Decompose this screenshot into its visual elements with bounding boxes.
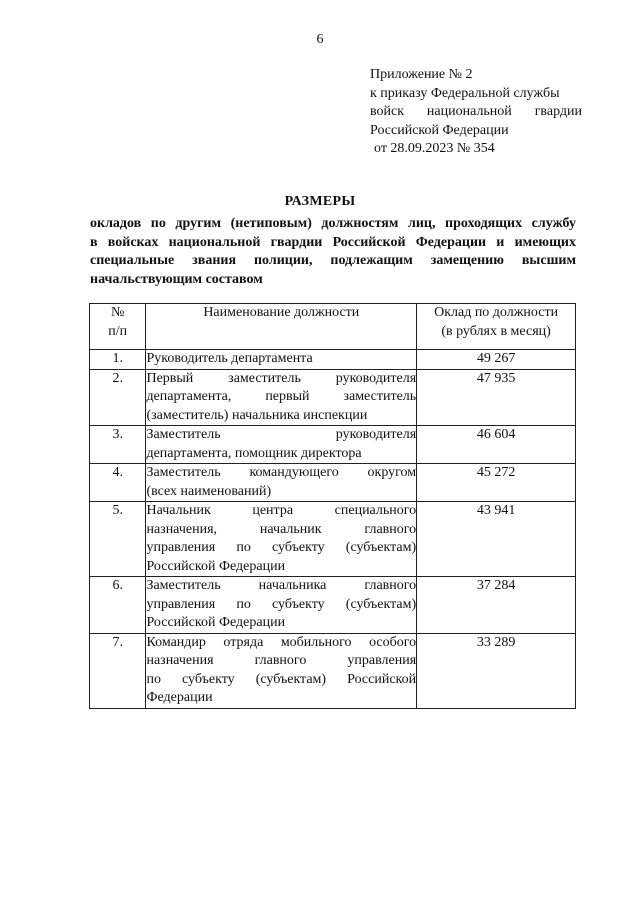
header-salary-line: (в рублях в месяц) xyxy=(441,323,551,339)
appendix-line: войск национальной гвардии xyxy=(370,104,582,119)
row-salary: 43 941 xyxy=(417,502,576,577)
position-line: Заместитель руководителя xyxy=(146,427,417,442)
position-text xyxy=(146,464,416,501)
table-header-row xyxy=(90,304,576,350)
position-line: Заместитель начальника главного xyxy=(146,578,417,593)
header-number xyxy=(90,304,146,350)
table-row xyxy=(90,350,576,370)
row-position xyxy=(146,350,417,370)
position-line: Первый заместитель руководителя xyxy=(146,370,417,386)
appendix-line: от 28.09.2023 № 354 xyxy=(374,141,495,156)
row-number: 2. xyxy=(90,369,146,426)
row-salary: 49 267 xyxy=(417,350,576,370)
table-row xyxy=(90,369,576,426)
position-text xyxy=(146,350,416,369)
row-position xyxy=(146,464,417,502)
position-line: Командир отряда мобильного особого xyxy=(146,634,417,650)
row-position xyxy=(146,577,417,634)
row-position xyxy=(146,369,417,426)
position-line: Заместитель командующего округом xyxy=(146,465,417,480)
appendix-line: к приказу Федеральной службы xyxy=(370,85,560,101)
position-line: департамента, первый заместитель xyxy=(146,389,417,404)
row-position xyxy=(146,633,417,708)
row-number: 3. xyxy=(90,426,146,464)
header-position: Наименование должности xyxy=(146,304,417,350)
position-text xyxy=(146,370,416,426)
position-line: департамента, помощник директора xyxy=(146,445,362,461)
row-number: 7. xyxy=(90,633,146,708)
subtitle-line: начальствующим составом xyxy=(90,271,263,287)
row-number: 6. xyxy=(90,577,146,634)
position-line: назначения, начальник главного xyxy=(146,521,417,537)
table-row xyxy=(90,577,576,634)
table-row xyxy=(90,426,576,464)
position-text xyxy=(146,577,416,633)
appendix-line: Приложение № 2 xyxy=(370,67,473,82)
header-number-line: № xyxy=(111,305,125,320)
header-number-line: п/п xyxy=(108,323,128,339)
document-title: РАЗМЕРЫ xyxy=(284,194,356,209)
position-line: по субъекту (субъектам) Российской xyxy=(146,671,417,687)
position-line: Начальник центра специального xyxy=(146,503,417,518)
appendix-block xyxy=(370,66,582,159)
table-row xyxy=(90,502,576,577)
position-text xyxy=(146,502,416,576)
position-line: Российской Федерации xyxy=(146,615,286,630)
position-line: управления по субъекту (субъектам) xyxy=(146,596,417,612)
salary-table xyxy=(89,303,576,709)
page-number: 6 xyxy=(316,32,324,47)
position-line: (заместитель) начальника инспекции xyxy=(146,407,368,423)
row-salary: 33 289 xyxy=(417,633,576,708)
row-salary: 45 272 xyxy=(417,464,576,502)
row-number: 4. xyxy=(90,464,146,502)
position-line: Федерации xyxy=(146,690,213,705)
row-position xyxy=(146,426,417,464)
table-row xyxy=(90,633,576,708)
row-number: 5. xyxy=(90,502,146,577)
row-salary: 37 284 xyxy=(417,577,576,634)
document-subtitle xyxy=(90,215,576,289)
header-salary-line: Оклад по должности xyxy=(434,305,559,320)
position-text xyxy=(146,634,416,708)
appendix-line: Российской Федерации xyxy=(370,122,509,138)
position-line: Руководитель департамента xyxy=(146,351,313,366)
row-position xyxy=(146,502,417,577)
position-line: Российской Федерации xyxy=(146,558,286,574)
position-line: управления по субъекту (субъектам) xyxy=(146,540,417,555)
subtitle-line: окладов по другим (нетиповым) должностям лиц, проходящих службу xyxy=(90,216,576,231)
row-salary: 46 604 xyxy=(417,426,576,464)
table-row xyxy=(90,464,576,502)
subtitle-line: специальные звания полиции, подлежащим замещению высшим xyxy=(90,253,576,268)
row-number: 1. xyxy=(90,350,146,370)
header-salary xyxy=(417,304,576,350)
subtitle-line: в войсках национальной гвардии Российской Федерации и имеющих xyxy=(90,234,576,250)
position-line: (всех наименований) xyxy=(146,483,272,499)
row-salary: 47 935 xyxy=(417,369,576,426)
position-text xyxy=(146,426,416,463)
position-line: назначения главного управления xyxy=(146,653,417,668)
